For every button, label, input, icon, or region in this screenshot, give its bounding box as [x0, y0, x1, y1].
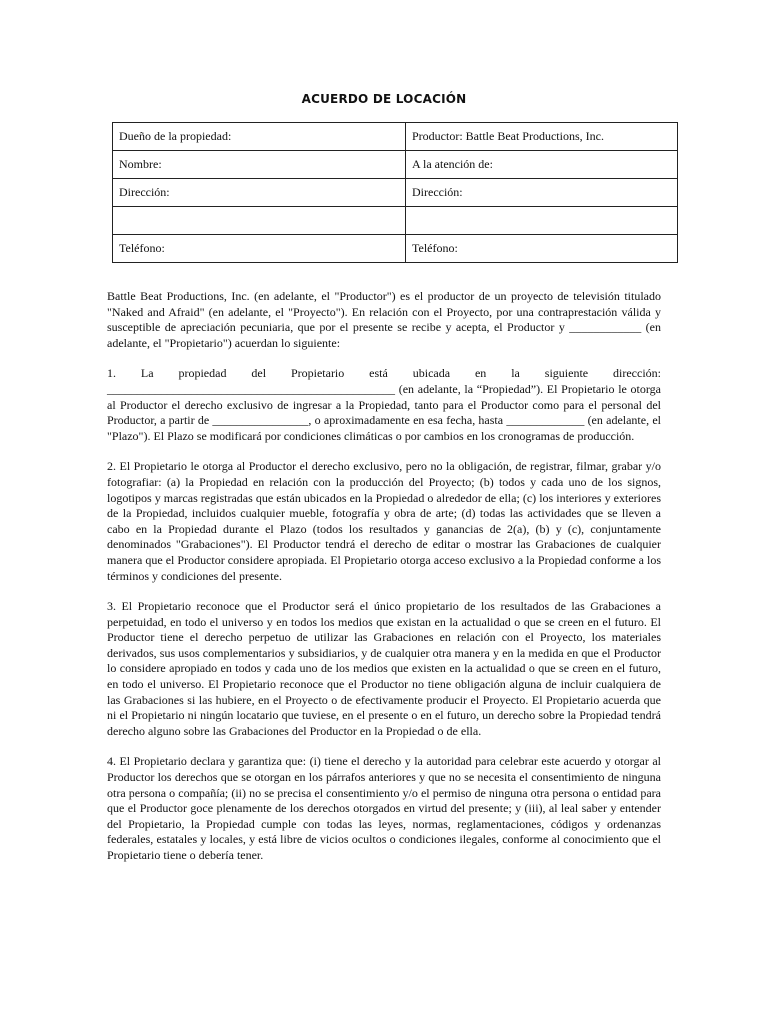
producer-address-cell: Dirección:: [406, 179, 678, 207]
table-row: [113, 235, 678, 263]
parties-table: [112, 122, 678, 263]
owner-phone-cell: Teléfono:: [113, 235, 406, 263]
producer-cell: Productor: Battle Beat Productions, Inc.: [406, 123, 678, 151]
document-title: ACUERDO DE LOCACIÓN: [301, 92, 467, 106]
owner-address-cell: Dirección:: [113, 179, 406, 207]
producer-address-continued-cell: [406, 207, 678, 235]
producer-phone-cell: Teléfono:: [406, 235, 678, 263]
owner-name-cell: Nombre:: [113, 151, 406, 179]
table-row: [113, 123, 678, 151]
owner-address-continued-cell: [113, 207, 406, 235]
intro-paragraph: Battle Beat Productions, Inc. (en adelante, el "Productor") es el productor de un proyecto de televisión titulado "Naked and Afraid" (en adelante, el "Proyecto"). En relación con el Proyecto, por una contraprestación válida y susceptible de apreciación pecuniaria, que por el presente se recibe y acepta, el Productor y ____________ (en adelante, el "Propietario") acuerdan lo siguiente:: [107, 289, 661, 350]
clause-2-paragraph: 2. El Propietario le otorga al Productor el derecho exclusivo, pero no la obligación, de registrar, filmar, grabar y/o fotografiar: (a) la Propiedad en relación con la producción del Proyecto; (b) todos y cada uno de los signos, logotipos y marcas registradas que están ubicados en la Propiedad o alrededor de ella; (c) los interiores y exteriores de la Propiedad, incluidos cualquier mueble, fotografía y obra de arte; (d) todas las actividades que se lleven a cabo en la Propiedad durante el Plazo (todos los resultados y ganancias de 2(a), (b) y (c), conjuntamente denominados "Grabaciones"). El Productor tendrá el derecho de editar o mostrar las Grabaciones de cualquier manera que el Productor considere apropiada. El Propietario otorga acceso exclusivo a la Propiedad conforme a los términos y condiciones del presente.: [107, 459, 661, 583]
attention-cell: A la atención de:: [406, 151, 678, 179]
table-row: [113, 207, 678, 235]
clause-4-paragraph: 4. El Propietario declara y garantiza que: (i) tiene el derecho y la autoridad para celebrar este acuerdo y otorgar al Productor los derechos que se otorgan en los párrafos anteriores y que no se necesita el consentimiento de ninguna otra persona o compañía; (ii) no se precisa el consentimiento y/o el permiso de ninguna otra persona o entidad para que el Productor goce plenamente de los derechos otorgados en virtud del presente; y (iii), al leal saber y entender del Propietario, la Propiedad cumple con todas las leyes, normas, reglamentaciones, códigos y ordenanzas federales, estatales y locales, y está libre de vicios ocultos o condiciones ilegales, conforme al conocimiento que el Propietario tiene o debería tener.: [107, 754, 661, 862]
clause-1-paragraph: 1. La propiedad del Propietario está ubicada en la siguiente dirección: ________________________________________________ (en adelante, la “Propiedad”). El Propietario le otorga al Productor el derecho exclusivo de ingresar a la Propiedad, tanto para el Productor como para el personal del Productor, a partir de ________________, o aproximadamente en esa fecha, hasta _____________ (en adelante, el "Plazo"). El Plazo se modificará por condiciones climáticas o por cambios en los cronogramas de producción.: [107, 366, 661, 443]
table-row: [113, 151, 678, 179]
clause-3-paragraph: 3. El Propietario reconoce que el Productor será el único propietario de los resultados de las Grabaciones a perpetuidad, en todo el universo y en todos los medios que existan en la actualidad o que se creen en el futuro. El Productor tiene el derecho perpetuo de utilizar las Grabaciones en relación con el Proyecto, los materiales derivados, sus usos complementarios y subsidiarios, y de cualquier otra manera y en la medida en que el Productor lo considere apropiado en todos y cada uno de los medios que existen en la actualidad o que se creen en el futuro, en todo el universo. El Propietario reconoce que el Productor no tiene obligación alguna de incluir cualquiera de las Grabaciones si las hubiere, en el Proyecto o de efectivamente producir el Proyecto. El Propietario acuerda que ni el Propietario ni ningún locatario que tuviese, en el presente o en el futuro, un derecho sobre la Propiedad tendrá derecho alguno sobre las Grabaciones del Productor en la Propiedad o de ella.: [107, 599, 661, 738]
table-row: [113, 179, 678, 207]
agreement-body: [107, 289, 661, 879]
owner-property-cell: Dueño de la propiedad:: [113, 123, 406, 151]
